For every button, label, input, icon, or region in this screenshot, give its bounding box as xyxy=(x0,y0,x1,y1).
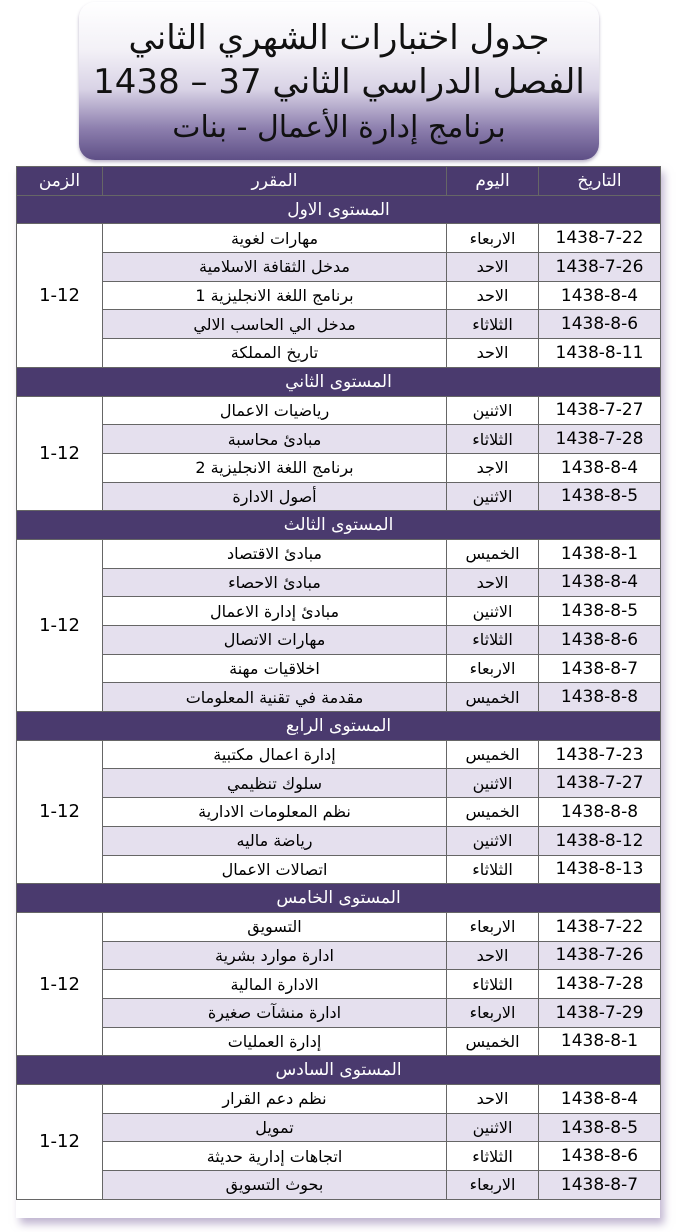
day-cell: الاثنين xyxy=(447,826,539,855)
table-row xyxy=(17,1142,661,1171)
table-row xyxy=(17,912,661,941)
table-row xyxy=(17,453,661,482)
table-row xyxy=(17,396,661,425)
course-cell: اتجاهات إدارية حديثة xyxy=(103,1142,447,1171)
date-cell: 1438-8-4 xyxy=(539,281,661,310)
level-header-row xyxy=(17,367,661,396)
day-cell: الثلاثاء xyxy=(447,855,539,884)
day-cell: الثلاثاء xyxy=(447,970,539,999)
table-row xyxy=(17,826,661,855)
course-cell: مدخل الثقافة الاسلامية xyxy=(103,253,447,282)
date-cell: 1438-8-1 xyxy=(539,1027,661,1056)
table-row xyxy=(17,626,661,655)
day-cell: الاثنين xyxy=(447,597,539,626)
day-cell: الثلاثاء xyxy=(447,310,539,339)
course-cell: ادارة موارد بشرية xyxy=(103,941,447,970)
day-cell: الاربعاء xyxy=(447,1171,539,1200)
day-cell: الثلاثاء xyxy=(447,626,539,655)
level-title: المستوى الثاني xyxy=(17,367,661,396)
course-cell: اتصالات الاعمال xyxy=(103,855,447,884)
day-cell: الاحد xyxy=(447,253,539,282)
time-cell: 1-12 xyxy=(17,224,103,367)
level-header-row xyxy=(17,884,661,913)
time-cell: 1-12 xyxy=(17,912,103,1055)
course-cell: نظم المعلومات الادارية xyxy=(103,798,447,827)
table-row xyxy=(17,769,661,798)
date-cell: 1438-7-22 xyxy=(539,912,661,941)
date-cell: 1438-8-6 xyxy=(539,626,661,655)
exam-schedule-table-wrapper xyxy=(16,166,660,1218)
date-cell: 1438-8-4 xyxy=(539,1085,661,1114)
table-row xyxy=(17,855,661,884)
level-title: المستوى الخامس xyxy=(17,884,661,913)
date-cell: 1438-8-13 xyxy=(539,855,661,884)
course-cell: تاريخ المملكة xyxy=(103,339,447,368)
level-title: المستوى السادس xyxy=(17,1056,661,1085)
table-row xyxy=(17,683,661,712)
table-row xyxy=(17,1085,661,1114)
level-header-row xyxy=(17,1056,661,1085)
course-cell: تمويل xyxy=(103,1113,447,1142)
date-cell: 1438-8-6 xyxy=(539,310,661,339)
title-banner xyxy=(79,2,599,160)
column-header-course: المقرر xyxy=(103,167,447,196)
level-title: المستوى الثالث xyxy=(17,511,661,540)
day-cell: الاثنين xyxy=(447,396,539,425)
time-cell: 1-12 xyxy=(17,539,103,711)
table-row xyxy=(17,253,661,282)
course-cell: اخلاقيات مهنة xyxy=(103,654,447,683)
table-row xyxy=(17,310,661,339)
day-cell: الاربعاء xyxy=(447,224,539,253)
level-title: المستوى الرابع xyxy=(17,712,661,741)
table-row xyxy=(17,425,661,454)
course-cell: برنامج اللغة الانجليزية 2 xyxy=(103,453,447,482)
column-header-time: الزمن xyxy=(17,167,103,196)
title-line-2: الفصل الدراسي الثاني 37 – 1438 xyxy=(93,62,585,102)
table-row xyxy=(17,798,661,827)
date-cell: 1438-7-26 xyxy=(539,941,661,970)
day-cell: الثلاثاء xyxy=(447,1142,539,1171)
day-cell: الاحد xyxy=(447,339,539,368)
date-cell: 1438-8-1 xyxy=(539,539,661,568)
day-cell: الاحد xyxy=(447,941,539,970)
day-cell: الاحد xyxy=(447,1085,539,1114)
day-cell: الخميس xyxy=(447,740,539,769)
day-cell: الاثنين xyxy=(447,482,539,511)
course-cell: رياضة ماليه xyxy=(103,826,447,855)
date-cell: 1438-8-7 xyxy=(539,1171,661,1200)
date-cell: 1438-8-11 xyxy=(539,339,661,368)
course-cell: رياضيات الاعمال xyxy=(103,396,447,425)
exam-schedule-table xyxy=(16,166,661,1200)
course-cell: نظم دعم القرار xyxy=(103,1085,447,1114)
table-row xyxy=(17,1171,661,1200)
level-header-row xyxy=(17,511,661,540)
course-cell: بحوث التسويق xyxy=(103,1171,447,1200)
day-cell: الخميس xyxy=(447,798,539,827)
date-cell: 1438-8-5 xyxy=(539,597,661,626)
course-cell: مدخل الي الحاسب الالي xyxy=(103,310,447,339)
course-cell: مبادئ الاقتصاد xyxy=(103,539,447,568)
course-cell: برنامج اللغة الانجليزية 1 xyxy=(103,281,447,310)
course-cell: ادارة منشآت صغيرة xyxy=(103,998,447,1027)
date-cell: 1438-8-5 xyxy=(539,482,661,511)
date-cell: 1438-7-23 xyxy=(539,740,661,769)
table-row xyxy=(17,597,661,626)
column-header-day: اليوم xyxy=(447,167,539,196)
course-cell: مهارات لغوية xyxy=(103,224,447,253)
date-cell: 1438-8-5 xyxy=(539,1113,661,1142)
course-cell: مبادئ إدارة الاعمال xyxy=(103,597,447,626)
table-row xyxy=(17,224,661,253)
day-cell: الاجد xyxy=(447,453,539,482)
table-row xyxy=(17,568,661,597)
date-cell: 1438-8-8 xyxy=(539,798,661,827)
date-cell: 1438-8-8 xyxy=(539,683,661,712)
date-cell: 1438-7-26 xyxy=(539,253,661,282)
table-row xyxy=(17,1113,661,1142)
time-cell: 1-12 xyxy=(17,1085,103,1200)
title-line-3: برنامج إدارة الأعمال - بنات xyxy=(172,110,506,145)
day-cell: الاحد xyxy=(447,568,539,597)
table-row xyxy=(17,281,661,310)
table-header-row xyxy=(17,167,661,196)
course-cell: سلوك تنظيمي xyxy=(103,769,447,798)
course-cell: مبادئ الاحصاء xyxy=(103,568,447,597)
day-cell: الخميس xyxy=(447,539,539,568)
course-cell: مهارات الاتصال xyxy=(103,626,447,655)
course-cell: الادارة المالية xyxy=(103,970,447,999)
day-cell: الخميس xyxy=(447,683,539,712)
day-cell: الخميس xyxy=(447,1027,539,1056)
column-header-date: التاريخ xyxy=(539,167,661,196)
table-row xyxy=(17,539,661,568)
date-cell: 1438-8-12 xyxy=(539,826,661,855)
table-row xyxy=(17,1027,661,1056)
table-row xyxy=(17,654,661,683)
title-line-1: جدول اختبارات الشهري الثاني xyxy=(128,18,550,58)
date-cell: 1438-7-27 xyxy=(539,396,661,425)
level-header-row xyxy=(17,195,661,224)
table-row xyxy=(17,339,661,368)
date-cell: 1438-7-28 xyxy=(539,425,661,454)
course-cell: مقدمة في تقنية المعلومات xyxy=(103,683,447,712)
day-cell: الاربعاء xyxy=(447,998,539,1027)
course-cell: التسويق xyxy=(103,912,447,941)
table-row xyxy=(17,941,661,970)
level-title: المستوى الاول xyxy=(17,195,661,224)
date-cell: 1438-8-4 xyxy=(539,453,661,482)
course-cell: إدارة اعمال مكتبية xyxy=(103,740,447,769)
day-cell: الاثنين xyxy=(447,1113,539,1142)
date-cell: 1438-7-29 xyxy=(539,998,661,1027)
time-cell: 1-12 xyxy=(17,396,103,511)
day-cell: الاربعاء xyxy=(447,654,539,683)
course-cell: أصول الادارة xyxy=(103,482,447,511)
course-cell: مبادئ محاسبة xyxy=(103,425,447,454)
date-cell: 1438-7-28 xyxy=(539,970,661,999)
table-row xyxy=(17,740,661,769)
day-cell: الثلاثاء xyxy=(447,425,539,454)
day-cell: الاحد xyxy=(447,281,539,310)
table-row xyxy=(17,482,661,511)
date-cell: 1438-7-27 xyxy=(539,769,661,798)
course-cell: إدارة العمليات xyxy=(103,1027,447,1056)
date-cell: 1438-8-4 xyxy=(539,568,661,597)
day-cell: الاثنين xyxy=(447,769,539,798)
time-cell: 1-12 xyxy=(17,740,103,883)
table-row xyxy=(17,998,661,1027)
table-row xyxy=(17,970,661,999)
date-cell: 1438-8-7 xyxy=(539,654,661,683)
date-cell: 1438-8-6 xyxy=(539,1142,661,1171)
day-cell: الاربعاء xyxy=(447,912,539,941)
date-cell: 1438-7-22 xyxy=(539,224,661,253)
level-header-row xyxy=(17,712,661,741)
